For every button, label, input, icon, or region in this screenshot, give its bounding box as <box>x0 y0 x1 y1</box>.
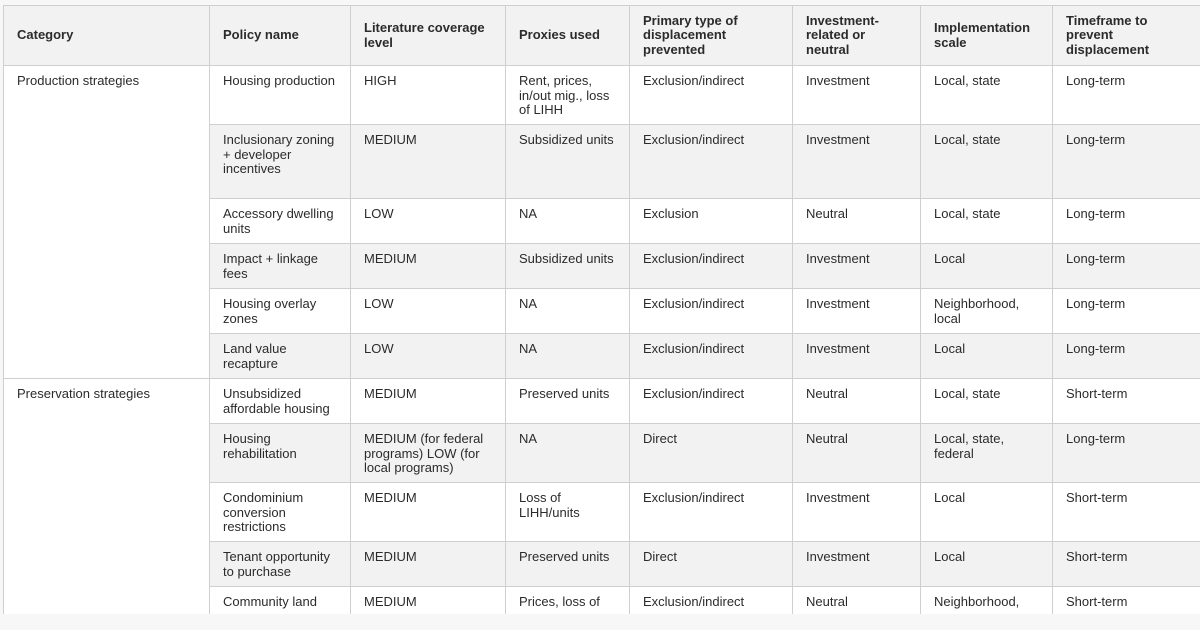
scale-cell: Local <box>921 334 1053 379</box>
proxies-cell: Subsidized units <box>506 244 630 289</box>
investment-cell: Investment <box>793 125 921 199</box>
proxies-cell: Rent, prices, in/out mig., loss of LIHH <box>506 66 630 125</box>
investment-cell: Investment <box>793 289 921 334</box>
proxies-cell: NA <box>506 424 630 483</box>
policy-name-cell: Land value recapture <box>210 334 351 379</box>
timeframe-cell: Long-term <box>1053 199 1200 244</box>
policy-table <box>3 5 1200 614</box>
scale-cell: Local, state <box>921 66 1053 125</box>
proxies-cell: Preserved units <box>506 542 630 587</box>
investment-cell: Investment <box>793 244 921 289</box>
scale-cell: Local, state <box>921 379 1053 424</box>
scale-cell: Local, state <box>921 199 1053 244</box>
table-row <box>4 66 1200 125</box>
table-row <box>4 379 1200 424</box>
proxies-cell: NA <box>506 289 630 334</box>
investment-cell: Neutral <box>793 424 921 483</box>
scale-cell: Local, state <box>921 125 1053 199</box>
displacement-type-cell: Exclusion/indirect <box>630 66 793 125</box>
scale-cell: Local <box>921 244 1053 289</box>
displacement-type-cell: Exclusion/indirect <box>630 334 793 379</box>
scale-cell: Local <box>921 542 1053 587</box>
header-implementation-scale: Implementation scale <box>921 6 1053 66</box>
coverage-cell: MEDIUM <box>351 483 506 542</box>
header-displacement-type: Primary type of displacement prevented <box>630 6 793 66</box>
proxies-cell: Loss of LIHH/units <box>506 483 630 542</box>
displacement-type-cell: Exclusion/indirect <box>630 125 793 199</box>
investment-cell: Investment <box>793 483 921 542</box>
coverage-cell: MEDIUM <box>351 587 506 615</box>
investment-cell: Investment <box>793 334 921 379</box>
investment-cell: Neutral <box>793 379 921 424</box>
investment-cell: Investment <box>793 66 921 125</box>
scale-cell: Neighborhood, <box>921 587 1053 615</box>
displacement-type-cell: Exclusion <box>630 199 793 244</box>
policy-name-cell: Accessory dwelling units <box>210 199 351 244</box>
investment-cell: Investment <box>793 542 921 587</box>
displacement-type-cell: Direct <box>630 542 793 587</box>
category-cell: Production strategies <box>4 66 210 379</box>
displacement-type-cell: Exclusion/indirect <box>630 244 793 289</box>
timeframe-cell: Long-term <box>1053 125 1200 199</box>
policy-name-cell: Tenant opportunity to purchase <box>210 542 351 587</box>
scale-cell: Local, state, federal <box>921 424 1053 483</box>
coverage-cell: MEDIUM <box>351 542 506 587</box>
coverage-cell: MEDIUM <box>351 379 506 424</box>
header-literature-coverage: Literature coverage level <box>351 6 506 66</box>
timeframe-cell: Long-term <box>1053 289 1200 334</box>
coverage-cell: MEDIUM <box>351 244 506 289</box>
coverage-cell: MEDIUM <box>351 125 506 199</box>
header-proxies-used: Proxies used <box>506 6 630 66</box>
coverage-cell: LOW <box>351 289 506 334</box>
proxies-cell: NA <box>506 199 630 244</box>
displacement-type-cell: Exclusion/indirect <box>630 587 793 615</box>
scale-cell: Neighborhood, local <box>921 289 1053 334</box>
displacement-type-cell: Exclusion/indirect <box>630 289 793 334</box>
timeframe-cell: Short-term <box>1053 587 1200 615</box>
timeframe-cell: Long-term <box>1053 66 1200 125</box>
header-category: Category <box>4 6 210 66</box>
displacement-type-cell: Exclusion/indirect <box>630 483 793 542</box>
header-row <box>4 6 1200 66</box>
timeframe-cell: Long-term <box>1053 244 1200 289</box>
proxies-cell: Prices, loss of <box>506 587 630 615</box>
timeframe-cell: Short-term <box>1053 483 1200 542</box>
displacement-type-cell: Direct <box>630 424 793 483</box>
coverage-cell: LOW <box>351 199 506 244</box>
displacement-type-cell: Exclusion/indirect <box>630 379 793 424</box>
policy-name-cell: Community land <box>210 587 351 615</box>
timeframe-cell: Long-term <box>1053 424 1200 483</box>
proxies-cell: Preserved units <box>506 379 630 424</box>
timeframe-cell: Short-term <box>1053 542 1200 587</box>
proxies-cell: NA <box>506 334 630 379</box>
coverage-cell: MEDIUM (for federal programs) LOW (for local programs) <box>351 424 506 483</box>
header-timeframe: Timeframe to prevent displacement <box>1053 6 1200 66</box>
policy-name-cell: Impact + linkage fees <box>210 244 351 289</box>
header-investment-related: Investment-related or neutral <box>793 6 921 66</box>
policy-name-cell: Housing production <box>210 66 351 125</box>
table-viewport[interactable] <box>3 5 1200 614</box>
policy-name-cell: Unsubsidized affordable housing <box>210 379 351 424</box>
policy-name-cell: Condominium conversion restrictions <box>210 483 351 542</box>
proxies-cell: Subsidized units <box>506 125 630 199</box>
header-policy-name: Policy name <box>210 6 351 66</box>
coverage-cell: HIGH <box>351 66 506 125</box>
timeframe-cell: Short-term <box>1053 379 1200 424</box>
policy-name-cell: Inclusionary zoning + developer incentives <box>210 125 351 199</box>
timeframe-cell: Long-term <box>1053 334 1200 379</box>
investment-cell: Neutral <box>793 199 921 244</box>
coverage-cell: LOW <box>351 334 506 379</box>
policy-name-cell: Housing rehabilitation <box>210 424 351 483</box>
policy-name-cell: Housing overlay zones <box>210 289 351 334</box>
investment-cell: Neutral <box>793 587 921 615</box>
scale-cell: Local <box>921 483 1053 542</box>
category-cell: Preservation strategies <box>4 379 210 615</box>
